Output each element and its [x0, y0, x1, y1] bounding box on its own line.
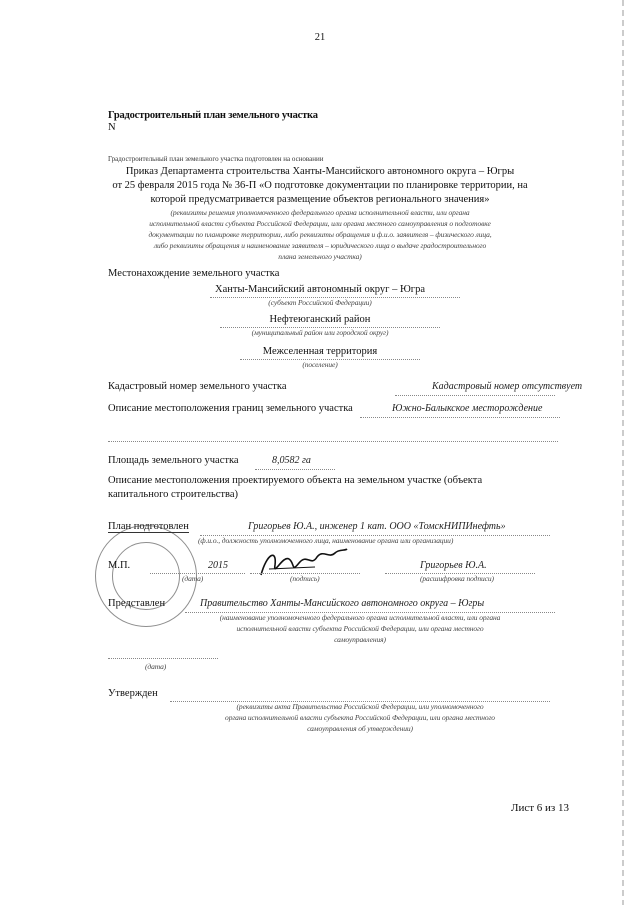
mp-label: М.П. [108, 560, 131, 571]
location-settlement: Межселенная территория [262, 346, 378, 357]
presented-note-3: самоуправления) [334, 635, 386, 644]
approved-note-1: (реквизиты акта Правительства Российской Федерации, или уполномоченного [236, 702, 484, 711]
location-district-note: (муниципальный район или городской округ) [251, 328, 389, 337]
basis-note-1: (реквизиты решения уполномоченного федерального органа исполнительной власти, или органа [170, 208, 470, 217]
prepared-date: 2015 [208, 560, 228, 571]
basis-note-2: исполнительной власти субъекта Российской Федерации, или органа местного самоуправления о подготовке [149, 219, 491, 228]
approved-note-3: самоуправления об утверждении) [307, 724, 413, 733]
boundary-value: Южно-Балыкское месторождение [392, 403, 543, 414]
boundary-underline [360, 417, 560, 418]
scan-edge [622, 0, 624, 905]
cadastral-value: Кадастровый номер отсутствует [432, 381, 583, 392]
basis-line-3: которой предусматривается размещение объектов регионального значения» [150, 194, 490, 205]
signature-note: (подпись) [290, 574, 320, 583]
presented-date-underline [108, 658, 218, 659]
prepared-value: Григорьев Ю.А., инженер 1 кат. ООО «ТомскНИПИнефть» [248, 521, 506, 532]
prepared-label: План подготовлен [108, 521, 189, 532]
prepared-date-note: (дата) [182, 574, 204, 583]
object-desc-line-1: Описание местоположения проектируемого объекта на земельном участке (объекта [108, 475, 483, 486]
presented-note-2: исполнительной власти субъекта Российской Федерации, или органа местного [236, 624, 484, 633]
area-label: Площадь земельного участка [108, 455, 239, 466]
presented-date-note: (дата) [145, 662, 167, 671]
cadastral-underline [395, 395, 555, 396]
area-underline [255, 469, 335, 470]
presented-value: Правительство Ханты-Мансийского автономного округа – Югры [200, 598, 485, 609]
basis-note-5: плана земельного участка) [278, 252, 362, 261]
object-desc-line-2: капитального строительства) [108, 489, 238, 500]
approved-note-2: органа исполнительной власти субъекта Российской Федерации, или органа местного [225, 713, 495, 722]
basis-intro: Градостроительный план земельного участка подготовлен на основании [108, 155, 324, 163]
location-settlement-note: (поселение) [302, 360, 338, 369]
location-region: Ханты-Мансийский автономный округ – Югра [215, 284, 425, 295]
area-value: 8,0582 га [272, 455, 311, 466]
plan-number-label: N [108, 122, 116, 133]
cadastral-label: Кадастровый номер земельного участка [108, 381, 287, 392]
basis-note-3: документации по планировке территории, либо реквизиты обращения и ф.и.о. заявителя – физического лица, [148, 230, 492, 239]
document-title: Градостроительный план земельного участка [108, 110, 318, 121]
presented-label: Представлен [108, 598, 166, 609]
sheet-number: Лист 6 из 13 [511, 802, 570, 814]
location-region-note: (субъект Российской Федерации) [268, 298, 372, 307]
approved-label: Утвержден [108, 688, 158, 699]
basis-line-1: Приказ Департамента строительства Ханты-Мансийского автономного округа – Югры [125, 166, 515, 177]
location-label: Местонахождение земельного участка [108, 268, 280, 279]
boundary-label: Описание местоположения границ земельного участка [108, 403, 353, 414]
prepared-fio: Григорьев Ю.А. [420, 560, 487, 571]
prepared-note: (ф.и.о., должность уполномоченного лица, наименование органа или организации) [198, 536, 454, 545]
page-number: 21 [314, 32, 326, 43]
presented-note-1: (наименование уполномоченного федерального органа исполнительной власти, или органа [219, 613, 501, 622]
basis-line-2: от 25 февраля 2015 года № 36-П «О подготовке документации по планировке территории, на [112, 180, 528, 191]
location-district: Нефтеюганский район [269, 314, 371, 325]
basis-note-4: либо реквизиты обращения и наименование заявителя – юридического лица о выдаче градостроительного [153, 241, 487, 250]
fio-note: (расшифровка подписи) [420, 574, 494, 583]
blank-line [108, 441, 558, 442]
